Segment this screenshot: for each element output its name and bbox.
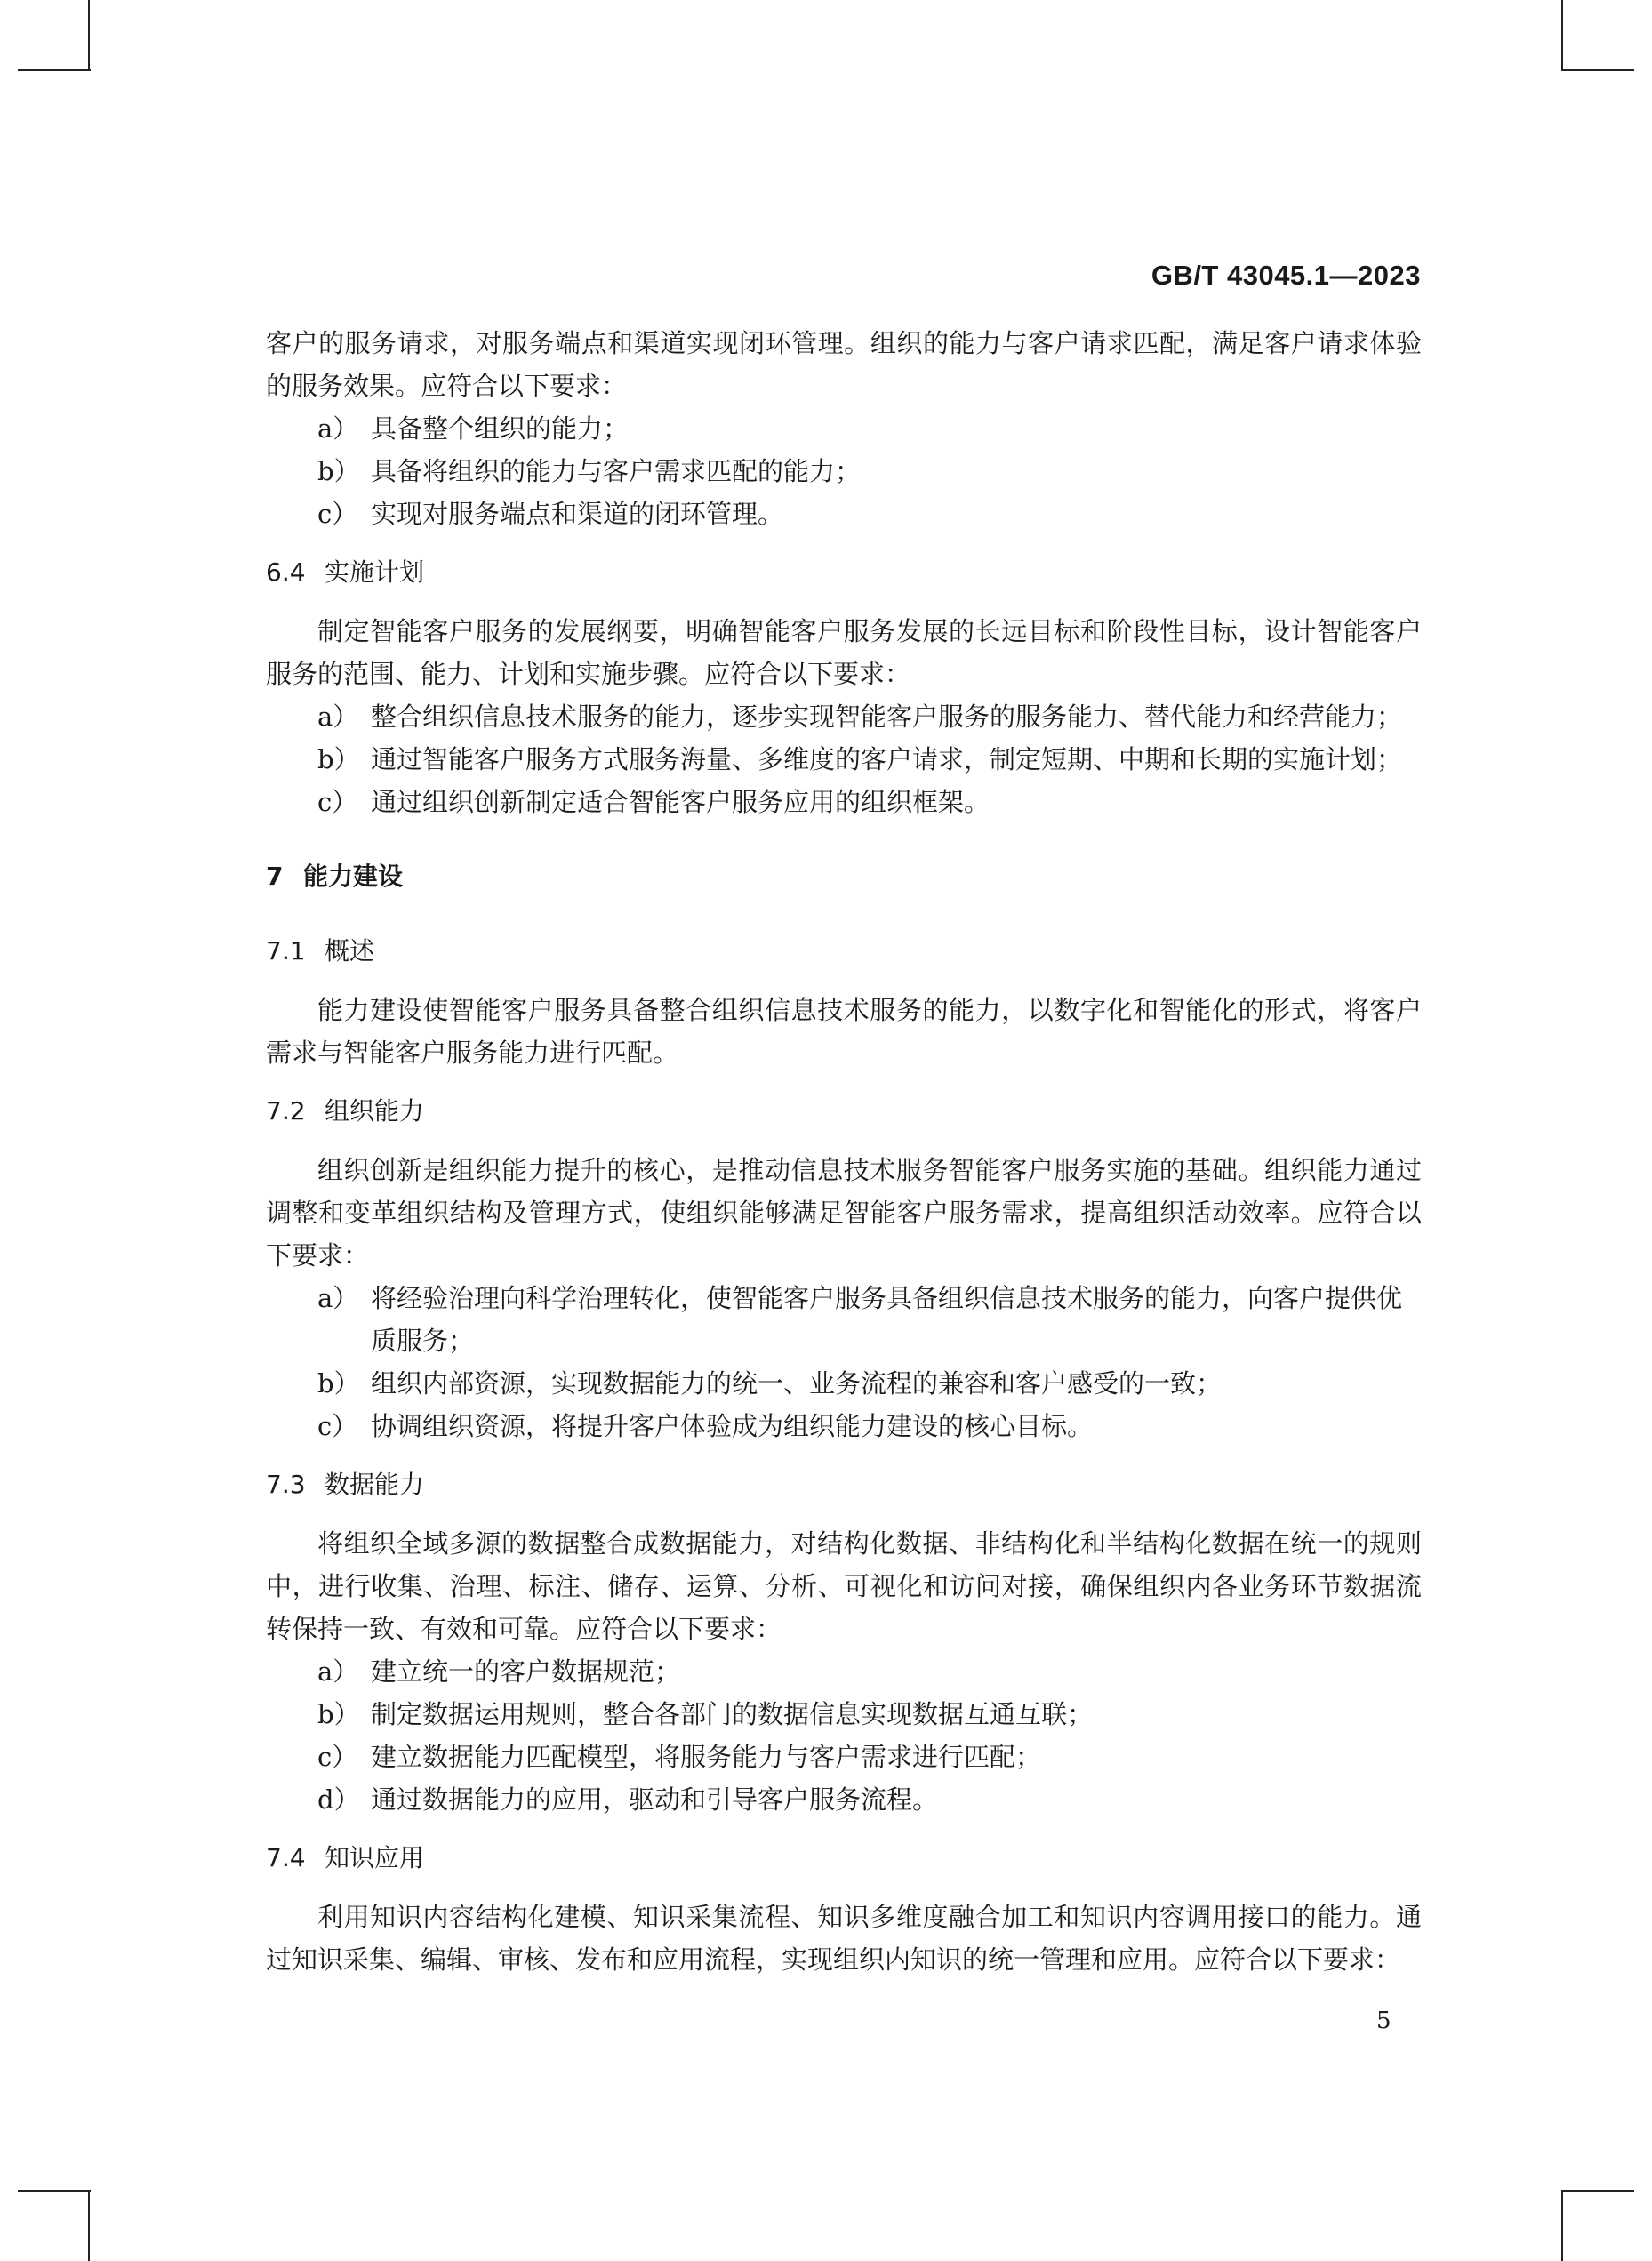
section-heading-6-4: 6.4 实施计划 [266,557,425,587]
list-item: b） 具备将组织的能力与客户需求匹配的能力； [317,456,862,486]
section-heading-7-3: 7.3 数据能力 [266,1470,425,1499]
section-heading-7-2: 7.2 组织能力 [266,1096,425,1126]
section-heading-7-1: 7.1 概述 [266,936,375,966]
crop-mark-bottom-right-v [1561,2190,1563,2261]
section-7-1-paragraph: 能力建设使智能客户服务具备整合组织信息技术服务的能力，以数字化和智能化的形式，将客户需求与智能客户服务能力进行匹配。 [266,995,1422,1068]
continued-list [266,407,1422,535]
section-heading-7: 7 能力建设 [266,862,404,891]
list-item: b） 通过智能客户服务方式服务海量、多维度的客户请求，制定短期、中期和长期的实施计划； [317,744,1403,774]
crop-mark-top-left-h [18,69,91,71]
crop-mark-bottom-left-v [88,2190,90,2261]
crop-mark-top-right-v [1561,0,1563,71]
crop-mark-top-right-h [1561,69,1634,71]
section-heading-7-4: 7.4 知识应用 [266,1843,425,1872]
continued-paragraph: 客户的服务请求，对服务端点和渠道实现闭环管理。组织的能力与客户请求匹配，满足客户请求体验的服务效果。应符合以下要求： [266,328,1422,401]
section-7-3-paragraph: 将组织全域多源的数据整合成数据能力，对结构化数据、非结构化和半结构化数据在统一的规则中，进行收集、治理、标注、储存、运算、分析、可视化和访问对接，确保组织内各业务环节数据流转保持一致、有效和可靠。应符合以下要求： [266,1528,1422,1644]
crop-mark-bottom-left-h [18,2190,91,2192]
standard-code: GB/T 43045.1—2023 [1151,260,1421,291]
section-6-4-list [266,695,1422,823]
section-6-4-paragraph: 制定智能客户服务的发展纲要，明确智能客户服务发展的长远目标和阶段性目标，设计智能客户服务的范围、能力、计划和实施步骤。应符合以下要求： [266,616,1422,689]
crop-mark-bottom-right-h [1561,2190,1634,2192]
list-item: c） 协调组织资源，将提升客户体验成为组织能力建设的核心目标。 [317,1411,1094,1441]
page-number: 5 [1376,2008,1391,2034]
list-item: a） 建立统一的客户数据规范； [317,1656,681,1687]
list-item: c） 通过组织创新制定适合智能客户服务应用的组织框架。 [317,787,990,817]
crop-mark-top-left-v [88,0,90,71]
document-body [266,322,1422,1981]
list-item: a） 整合组织信息技术服务的能力，逐步实现智能客户服务的服务能力、替代能力和经营能力； [317,702,1403,732]
list-item: a） 将经验治理向科学治理转化，使智能客户服务具备组织信息技术服务的能力，向客户提供优质服务； [317,1283,1403,1356]
list-item: b） 制定数据运用规则，整合各部门的数据信息实现数据互通互联； [317,1699,1094,1729]
section-7-3-list [266,1650,1422,1821]
section-7-2-paragraph: 组织创新是组织能力提升的核心，是推动信息技术服务智能客户服务实施的基础。组织能力通过调整和变革组织结构及管理方式，使组织能够满足智能客户服务需求，提高组织活动效率。应符合以下要求： [266,1155,1422,1271]
list-item: d） 通过数据能力的应用，驱动和引导客户服务流程。 [317,1784,939,1815]
section-7-4-paragraph: 利用知识内容结构化建模、知识采集流程、知识多维度融合加工和知识内容调用接口的能力。通过知识采集、编辑、审核、发布和应用流程，实现组织内知识的统一管理和应用。应符合以下要求： [266,1902,1422,1975]
list-item: c） 建立数据能力匹配模型，将服务能力与客户需求进行匹配； [317,1742,1042,1772]
list-item: a） 具备整个组织的能力； [317,413,630,444]
list-item: b） 组织内部资源，实现数据能力的统一、业务流程的兼容和客户感受的一致； [317,1368,1223,1399]
list-item: c） 实现对服务端点和渠道的闭环管理。 [317,499,784,529]
section-7-2-list [266,1277,1422,1447]
